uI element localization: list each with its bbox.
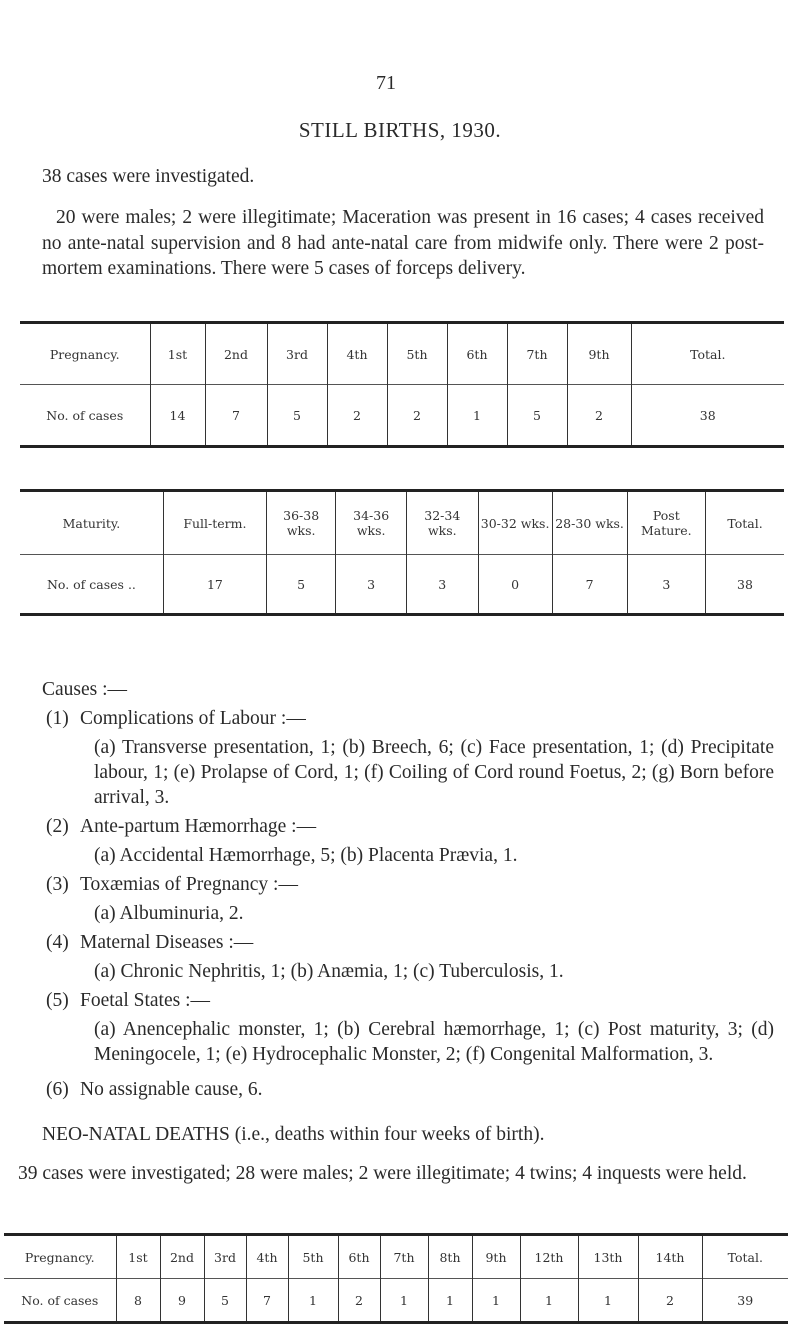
cause-details: (a) Transverse presentation, 1; (b) Breech, 6; (c) Face presentation, 1; (d) Precipitate labour, 1; (e) Prolapse of Cord, 1; (f) Coiling of Cord round Foetus, 2; (g) Born before arrival, 3.: [94, 737, 774, 808]
neonatal-heading: NEO-NATAL DEATHS (i.e., deaths within four weeks of birth).: [42, 1124, 545, 1145]
value-cell: 5: [266, 555, 335, 615]
cause-title: Complications of Labour :—: [80, 708, 306, 729]
cause-number: (5): [46, 990, 69, 1011]
maturity-table: [20, 489, 784, 616]
intro-details: 20 were males; 2 were illegitimate; Maceration was present in 16 cases; 4 cases received no ante-natal supervision and 8 had ante-natal care from midwife only. There were 2 post-mortem examinations. There were 5 cases of forceps delivery.: [42, 207, 764, 279]
header-cell: Total.: [706, 491, 785, 555]
header-cell: Total.: [702, 1235, 788, 1279]
cause-details: (a) Albuminuria, 2.: [94, 903, 244, 924]
pregnancy-table: [20, 321, 784, 448]
value-cell: 5: [507, 385, 567, 447]
cause-item: [42, 872, 782, 926]
value-cell: 7: [205, 385, 267, 447]
value-cell: 5: [204, 1279, 246, 1323]
value-cell: 39: [702, 1279, 788, 1323]
header-cell: 2nd: [160, 1235, 204, 1279]
value-cell: 2: [338, 1279, 380, 1323]
cause-title: Maternal Diseases :—: [80, 932, 254, 953]
value-cell: 2: [327, 385, 387, 447]
header-cell: 6th: [447, 323, 507, 385]
row-label-cell: No. of cases ..: [20, 555, 163, 615]
header-cell: 13th: [578, 1235, 638, 1279]
cause-details: (a) Accidental Hæmorrhage, 5; (b) Placenta Prævia, 1.: [94, 845, 518, 866]
value-cell: 1: [380, 1279, 428, 1323]
header-cell: 5th: [387, 323, 447, 385]
cause-title: No assignable cause, 6.: [80, 1079, 263, 1100]
header-cell: Pregnancy.: [20, 323, 150, 385]
header-cell: 2nd: [205, 323, 267, 385]
value-cell: 17: [163, 555, 266, 615]
cause-number: (1): [46, 708, 69, 729]
cause-number: (3): [46, 874, 69, 895]
header-cell: Total.: [631, 323, 784, 385]
value-cell: 3: [627, 555, 705, 615]
value-cell: 2: [638, 1279, 702, 1323]
cause-number: (2): [46, 816, 69, 837]
header-cell: 3rd: [267, 323, 327, 385]
header-cell: 28-30 wks.: [552, 491, 627, 555]
value-cell: 0: [478, 555, 552, 615]
row-label-cell: No. of cases: [20, 385, 150, 447]
value-cell: 9: [160, 1279, 204, 1323]
header-cell: Maturity.: [20, 491, 163, 555]
header-cell: 3rd: [204, 1235, 246, 1279]
value-cell: 7: [552, 555, 627, 615]
header-cell: 30-32 wks.: [478, 491, 552, 555]
cause-details: (a) Anencephalic monster, 1; (b) Cerebral hæmorrhage, 1; (c) Post maturity, 3; (d) Meningocele, 1; (e) Hydrocephalic Monster, 2; (f) Congenital Malformation, 3.: [94, 1019, 774, 1065]
value-cell: 3: [406, 555, 478, 615]
header-cell: 6th: [338, 1235, 380, 1279]
value-cell: 2: [567, 385, 631, 447]
header-cell: 9th: [567, 323, 631, 385]
cause-title: Foetal States :—: [80, 990, 210, 1011]
header-cell: 7th: [507, 323, 567, 385]
cause-number: (4): [46, 932, 69, 953]
cause-item: [42, 814, 782, 868]
cause-title: Toxæmias of Pregnancy :—: [80, 874, 298, 895]
value-cell: 1: [520, 1279, 578, 1323]
value-cell: 2: [387, 385, 447, 447]
header-cell: 34-36 wks.: [336, 491, 407, 555]
header-cell: 14th: [638, 1235, 702, 1279]
neonatal-table: [4, 1233, 788, 1324]
cause-item: [42, 706, 782, 810]
header-cell: 9th: [472, 1235, 520, 1279]
header-cell: 7th: [380, 1235, 428, 1279]
cause-number: (6): [46, 1079, 69, 1100]
causes-label: Causes :—: [42, 679, 128, 700]
cause-title: Ante-partum Hæmorrhage :—: [80, 816, 317, 837]
value-cell: 1: [578, 1279, 638, 1323]
value-cell: 3: [336, 555, 407, 615]
header-cell: 8th: [428, 1235, 472, 1279]
page-title: STILL BIRTHS, 1930.: [298, 118, 502, 142]
causes-section: [42, 677, 782, 1102]
value-cell: 7: [246, 1279, 288, 1323]
header-cell: 12th: [520, 1235, 578, 1279]
value-cell: 38: [706, 555, 785, 615]
header-cell: Post Mature.: [627, 491, 705, 555]
value-cell: 1: [472, 1279, 520, 1323]
cause-item: [42, 1077, 782, 1102]
header-cell: Full-term.: [163, 491, 266, 555]
cause-item: [42, 988, 782, 1067]
intro-investigated: 38 cases were investigated.: [42, 166, 255, 187]
header-cell: 32-34 wks.: [406, 491, 478, 555]
row-label-cell: No. of cases: [4, 1279, 116, 1323]
value-cell: 14: [150, 385, 205, 447]
cause-details: (a) Chronic Nephritis, 1; (b) Anæmia, 1; (c) Tuberculosis, 1.: [94, 961, 564, 982]
cause-item: [42, 930, 782, 984]
header-cell: 36-38 wks.: [266, 491, 335, 555]
header-cell: Pregnancy.: [4, 1235, 116, 1279]
value-cell: 1: [288, 1279, 338, 1323]
header-cell: 4th: [246, 1235, 288, 1279]
page-number: 71: [376, 72, 396, 94]
header-cell: 1st: [150, 323, 205, 385]
value-cell: 38: [631, 385, 784, 447]
neonatal-text: 39 cases were investigated; 28 were males; 2 were illegitimate; 4 twins; 4 inquests were held.: [18, 1163, 747, 1184]
header-cell: 1st: [116, 1235, 160, 1279]
value-cell: 5: [267, 385, 327, 447]
header-cell: 5th: [288, 1235, 338, 1279]
header-cell: 4th: [327, 323, 387, 385]
value-cell: 1: [428, 1279, 472, 1323]
value-cell: 1: [447, 385, 507, 447]
value-cell: 8: [116, 1279, 160, 1323]
